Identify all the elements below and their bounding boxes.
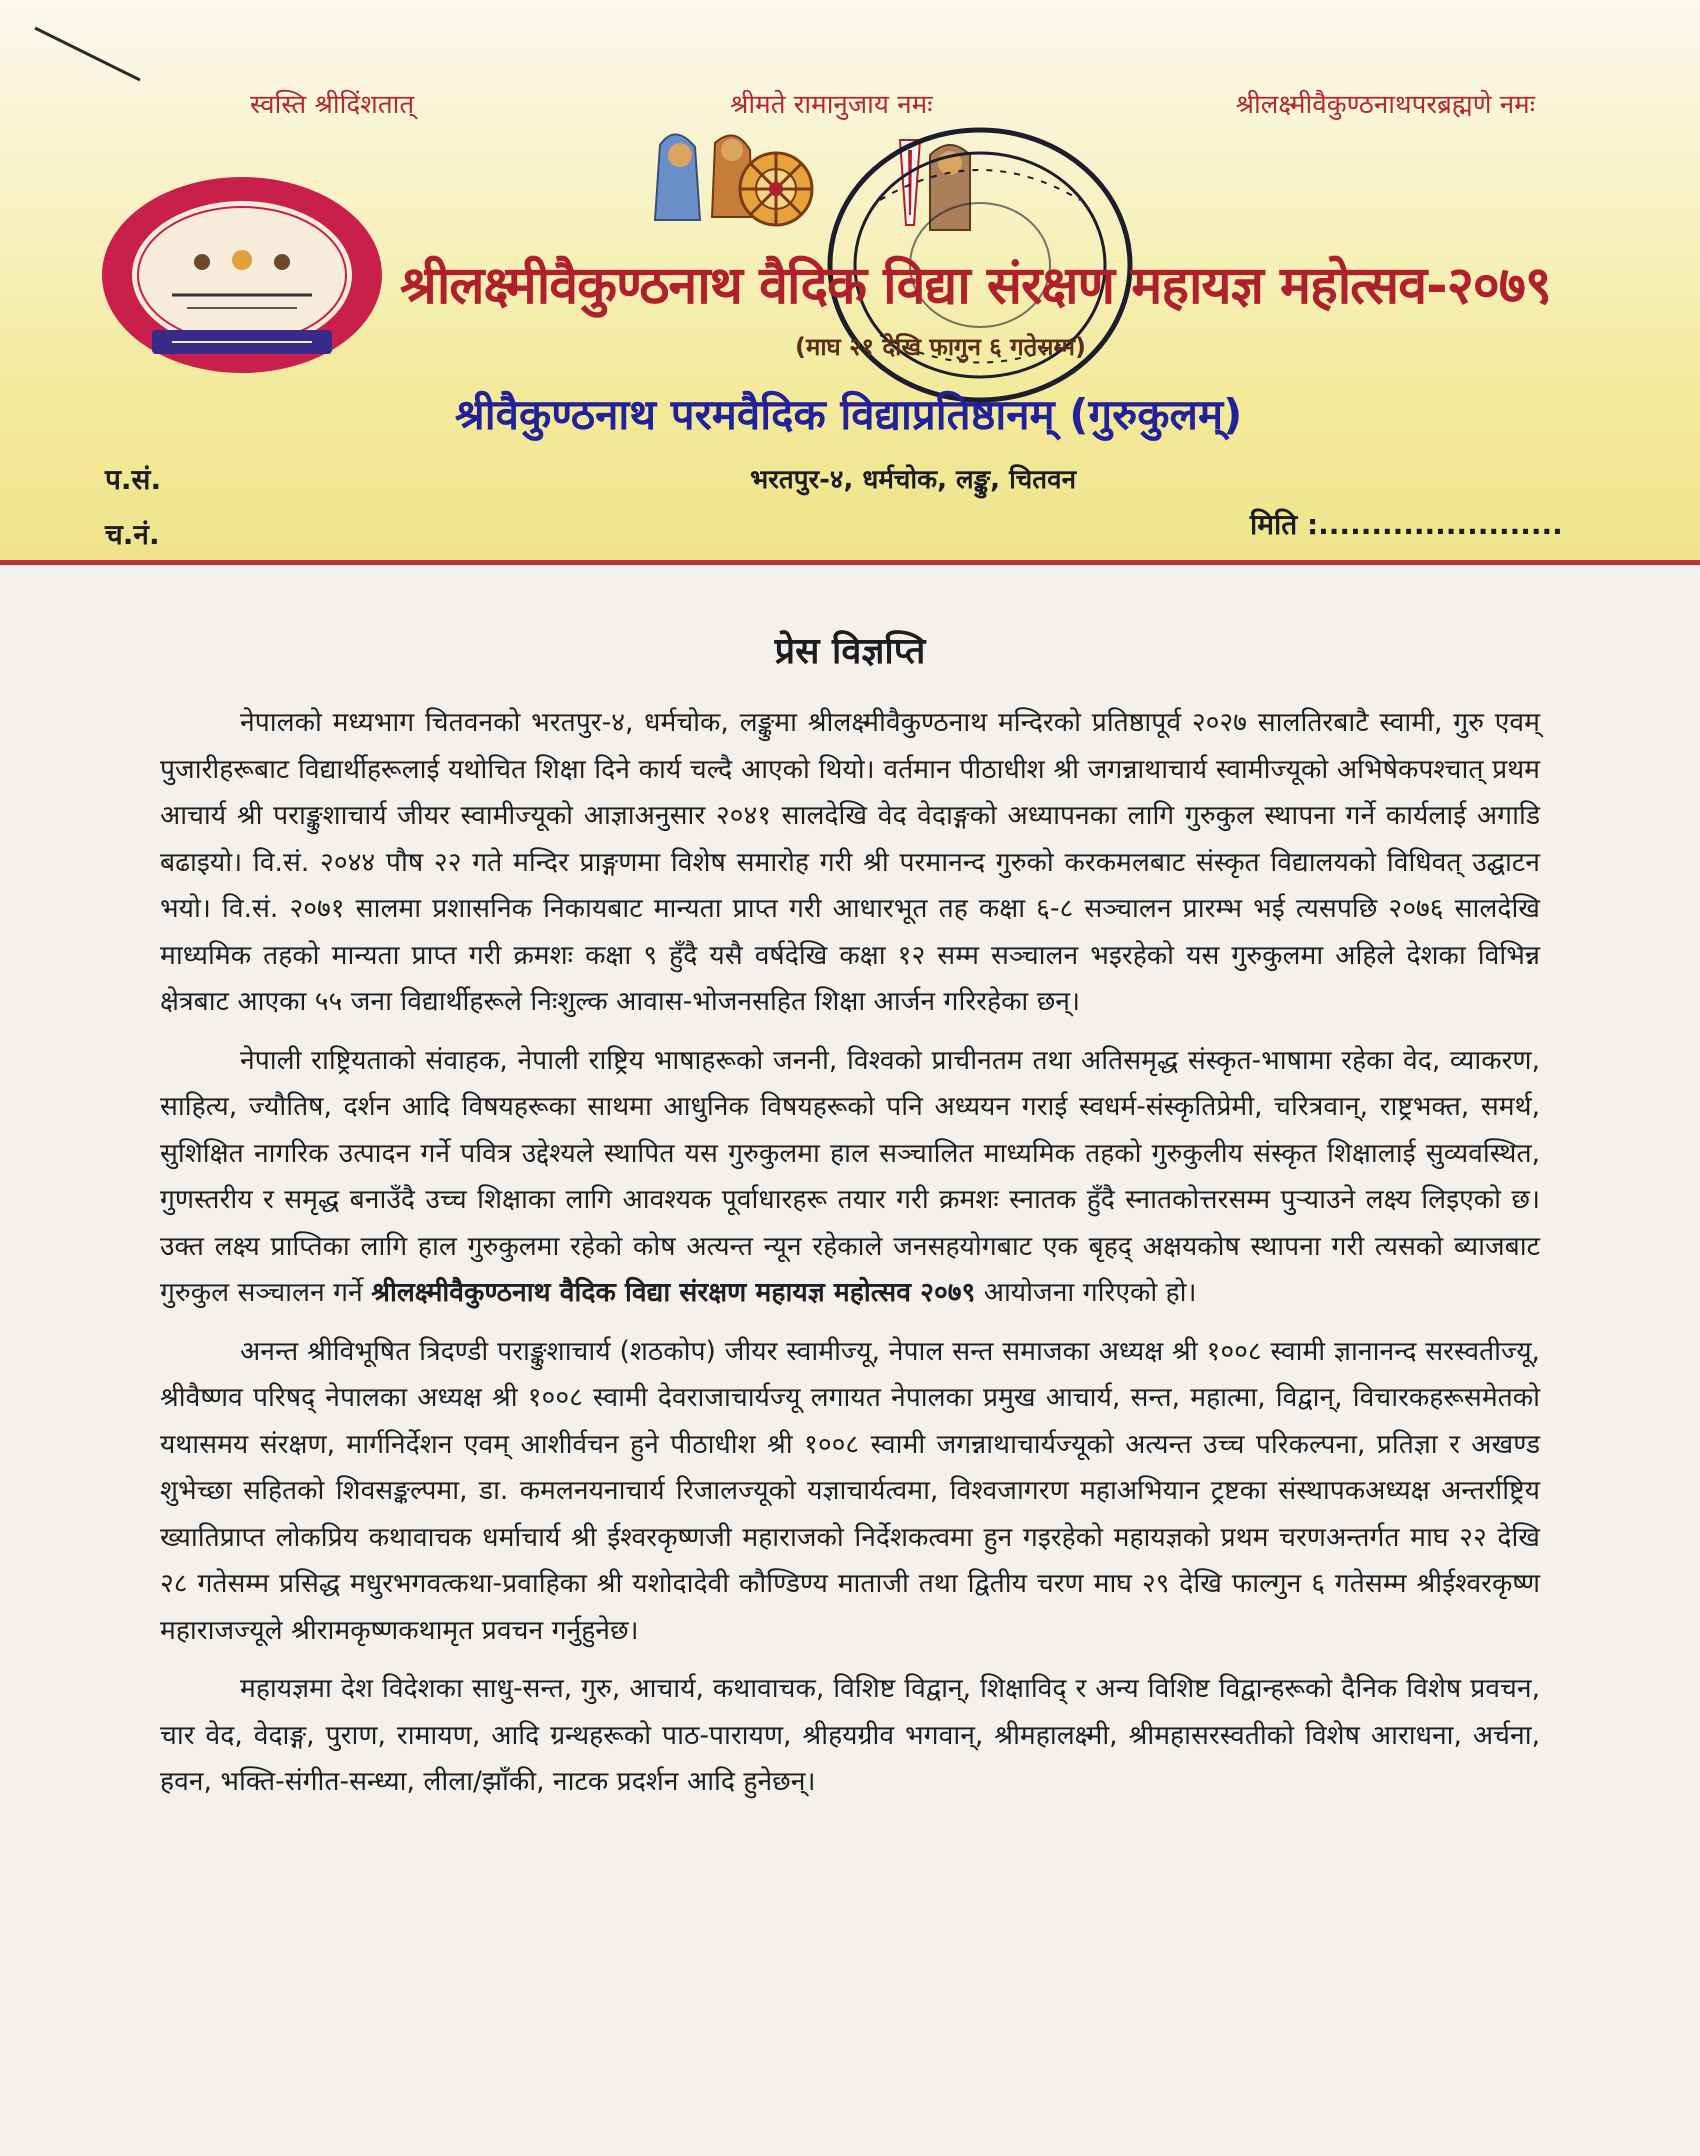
invocation-right: श्रीलक्ष्मीवैकुण्ठनाथपरब्रह्मणे नमः: [1235, 90, 1535, 120]
paragraph-3: अनन्त श्रीविभूषित त्रिदण्डी पराङ्कुशाचार्य (शठकोप) जीयर स्वामीज्यू, नेपाल सन्त समाजका अध्यक्ष श्री १००८ स्वामी ज्ञानानन्द सरस्वतीज्यू, श्रीवैष्णव परिषद् नेपालका अध्यक्ष श्री १००८ स्वामी देवराजाचार्यज्यू लगायत नेपालका प्रमुख आचार्य, सन्त, महात्मा, विद्वान्, विचारकहरूसमेतको यथासमय संरक्षण, मार्गनिर्देशन एवम् आशीर्वचन हुने पीठाधीश श्री १००८ स्वामी जगन्नाथाचार्यज्यूको अत्यन्त उच्च परिकल्पना, प्रतिज्ञा र अखण्ड शुभेच्छा सहितको शिवसङ्कल्पमा, डा. कमलनयनाचार्य रिजालज्यूको यज्ञाचार्यत्वमा, विश्वजागरण महाअभियान ट्रष्टका संस्थापकअध्यक्ष अन्तर्राष्ट्रिय ख्यातिप्राप्त लोकप्रिय कथावाचक धर्माचार्य श्री ईश्वरकृष्णजी महाराजको निर्देशकत्वमा हुन गइरहेको महायज्ञको प्रथम चरणअन्तर्गत माघ २२ देखि २८ गतेसम्म प्रसिद्ध मधुरभगवत्कथा-प्रवाहिका श्री यशोदादेवी कौण्डिण्य माताजी तथा द्वितीय चरण माघ २९ देखि फाल्गुन ६ गतेसम्म श्रीईश्वरकृष्ण महाराजज्यूले श्रीरामकृष्णकथामृत प्रवचन गर्नुहुनेछ।: [160, 1335, 1540, 1646]
date-field: मिति :.......................: [1250, 508, 1563, 541]
institution-name: श्रीवैकुण्ठनाथ परमवैदिक विद्याप्रतिष्ठानम् (गुरुकुलम्): [455, 390, 1243, 439]
paragraph-2-event-name: श्रीलक्ष्मीवैकुण्ठनाथ वैदिक विद्या संरक्षण महायज्ञ महोत्सव २०७९: [371, 1277, 976, 1308]
institution-logo: [92, 170, 392, 380]
invocation-center: श्रीमते रामानुजाय नमः: [730, 90, 933, 120]
press-release-body: [160, 700, 1540, 1818]
pen-scratch-mark: [30, 20, 150, 90]
paragraph-1: नेपालको मध्यभाग चितवनको भरतपुर-४, धर्मचोक, लङ्कुमा श्रीलक्ष्मीवैकुण्ठनाथ मन्दिरको प्रतिष्ठापूर्व २०२७ सालतिरबाटै स्वामी, गुरु एवम् पुजारीहरूबाट विद्यार्थीहरूलाई यथोचित शिक्षा दिने कार्य चल्दै आएको थियो। वर्तमान पीठाधीश श्री जगन्नाथाचार्य स्वामीज्यूको अभिषेकपश्चात् प्रथम आचार्य श्री पराङ्कुशाचार्य जीयर स्वामीज्यूको आज्ञाअनुसार २०४१ सालदेखि वेद वेदाङ्गको अध्यापनका लागि गुरुकुल स्थापना गर्ने कार्यलाई अगाडि बढाइयो। वि.सं. २०४४ पौष २२ गते मन्दिर प्राङ्गणमा विशेष समारोह गरी श्री परमानन्द गुरुको करकमलबाट संस्कृत विद्यालयको विधिवत् उद्घाटन भयो। वि.सं. २०७१ सालमा प्रशासनिक निकायबाट मान्यता प्राप्त गरी आधारभूत तह कक्षा ६-८ सञ्चालन प्रारम्भ भई त्यसपछि २०७६ सालदेखि माध्यमिक तहको मान्यता प्राप्त गरी क्रमशः कक्षा ९ हुँदै यसै वर्षदेखि कक्षा १२ सम्म सञ्चालन भइरहेको यस गुरुकुलमा अहिले देशका विभिन्न क्षेत्रबाट आएका ५५ जना विद्यार्थीहरूले निःशुल्क आवास-भोजनसहित शिक्षा आर्जन गरिरहेका छन्।: [160, 707, 1540, 1017]
event-title: श्रीलक्ष्मीवैकुण्ठनाथ वैदिक विद्या संरक्षण महायज्ञ महोत्सव-२०७९: [400, 256, 1551, 316]
paragraph-4: महायज्ञमा देश विदेशका साधु-सन्त, गुरु, आचार्य, कथावाचक, विशिष्ट विद्वान्, शिक्षाविद् र अन्य विशिष्ट विद्वान्हरूको दैनिक विशेष प्रवचन, चार वेद, वेदाङ्ग, पुराण, रामायण, आदि ग्रन्थहरूको पाठ-पारायण, श्रीहयग्रीव भगवान्, श्रीमहालक्ष्मी, श्रीमहासरस्वतीको विशेष आराधना, अर्चना, हवन, भक्ति-संगीत-सन्ध्या, लीला/झाँकी, नाटक प्रदर्शन आदि हुनेछन्।: [160, 1673, 1540, 1797]
chakra-wheel-icon: [735, 148, 817, 230]
ref-number-label: प.सं.: [105, 463, 162, 496]
institution-address: भरतपुर-४, धर्मचोक, लङ्कु, चितवन: [750, 465, 1077, 495]
dispatch-number-label: च.नं.: [105, 518, 160, 551]
paragraph-2-end: आयोजना गरिएको हो।: [983, 1277, 1197, 1308]
letterhead: [0, 0, 1700, 565]
invocation-left: स्वस्ति श्रीदिंशतात्: [250, 90, 415, 120]
document-title: प्रेस विज्ञप्ति: [774, 631, 926, 672]
event-dates: (माघ २१ देखि फागुन ६ गतेसम्म): [795, 333, 1086, 361]
paragraph-2-text: नेपाली राष्ट्रियताको संवाहक, नेपाली राष्ट्रिय भाषाहरूको जननी, विश्वको प्राचीनतम तथा अतिसमृद्ध संस्कृत-भाषामा रहेका वेद, व्याकरण, साहित्य, ज्यौतिष, दर्शन आदि विषयहरूका साथमा आधुनिक विषयहरूको पनि अध्ययन गराई स्वधर्म-संस्कृतिप्रेमी, चरित्रवान्, राष्ट्रभक्त, समर्थ, सुशिक्षित नागरिक उत्पादन गर्ने पवित्र उद्देश्यले स्थापित यस गुरुकुलमा हाल सञ्चालित माध्यमिक तहको गुरुकुलीय संस्कृत शिक्षालाई सुव्यवस्थित, गुणस्तरीय र समृद्ध बनाउँदै उच्च शिक्षाका लागि आवश्यक पूर्वाधारहरू तयार गरी क्रमशः स्नातक हुँदै स्नातकोत्तरसम्म पुऱ्याउने लक्ष्य लिइएको छ। उक्त लक्ष्य प्राप्तिका लागि हाल गुरुकुलमा रहेको कोष अत्यन्त न्यून रहेकाले जनसहयोगबाट एक बृहद् अक्षयकोष स्थापना गरी त्यसको ब्याजबाट गुरुकुल सञ्चालन गर्ने: [160, 1044, 1540, 1308]
paragraph-2: [160, 1038, 1540, 1317]
